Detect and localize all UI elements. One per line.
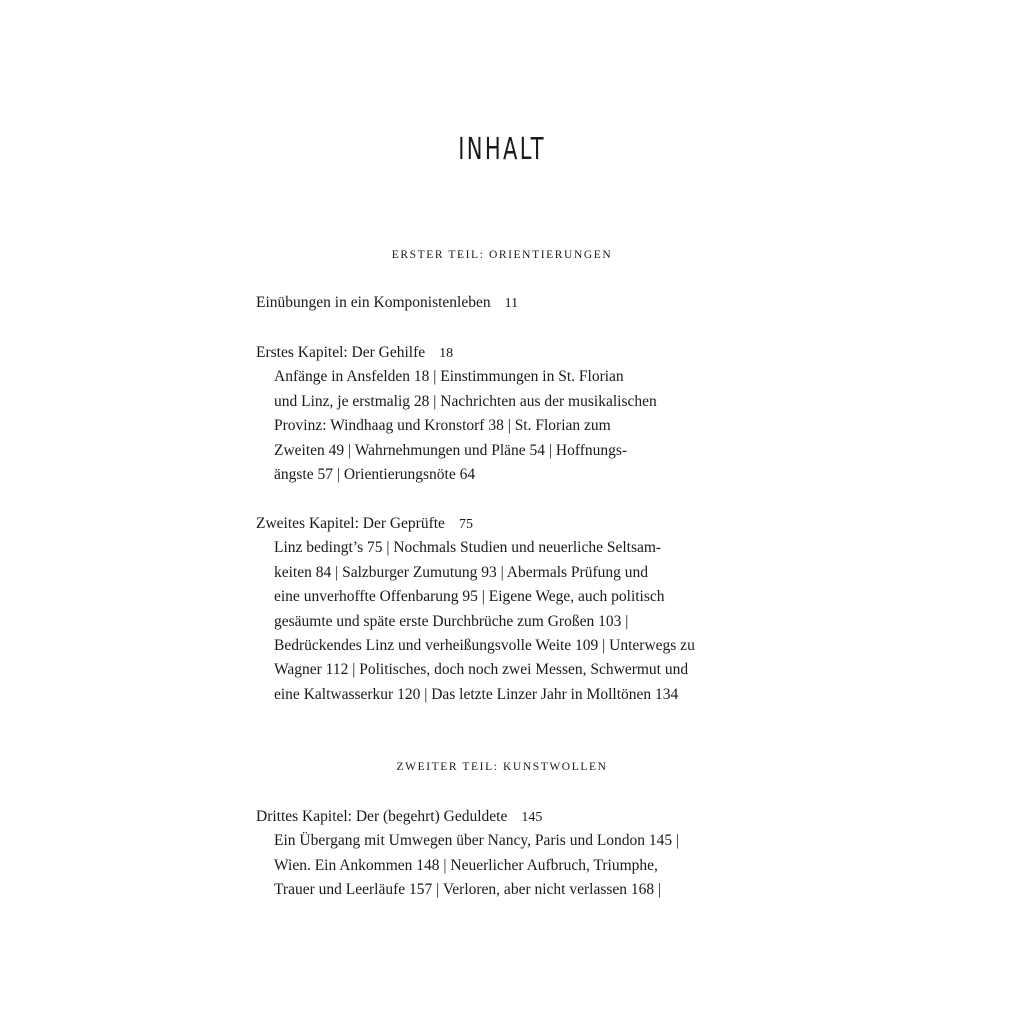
- subsection-line: Zweiten 49 | Wahrnehmungen und Pläne 54 | Hoffnungs-: [274, 441, 628, 459]
- chapter-title: Erstes Kapitel: Der Gehilfe: [256, 344, 426, 361]
- chapter-title: Drittes Kapitel: Der (begehrt) Geduldete: [256, 808, 508, 825]
- part-heading-1: ERSTER TEIL: ORIENTIERUNGEN: [391, 249, 613, 261]
- toc-entry-chapter-1: [256, 341, 756, 487]
- subsection-line: Wagner 112 | Politisches, doch noch zwei Messen, Schwermut und: [274, 661, 689, 679]
- toc-entry-chapter-2: [256, 512, 756, 707]
- subsection-line: Wien. Ein Ankommen 148 | Neuerlicher Aufbruch, Triumphe,: [274, 856, 658, 874]
- subsection-line: keiten 84 | Salzburger Zumutung 93 | Abermals Prüfung und: [274, 563, 648, 581]
- subsection-line: Linz bedingt’s 75 | Nochmals Studien und neuerliche Seltsam-: [274, 539, 662, 557]
- subsection-line: Trauer und Leerläufe 157 | Verloren, aber nicht verlassen 168 |: [274, 881, 662, 899]
- subsection-line: Anfänge in Ansfelden 18 | Einstimmungen in St. Florian: [274, 368, 624, 386]
- subsection-line: eine Kaltwasserkur 120 | Das letzte Linzer Jahr in Molltönen 134: [274, 685, 679, 703]
- entry-page-number: 11: [504, 296, 519, 311]
- page-title: INHALT: [458, 132, 546, 167]
- part-heading-2: ZWEITER TEIL: KUNSTWOLLEN: [396, 761, 608, 773]
- entry-label: Einübungen in ein Komponistenleben: [256, 294, 491, 311]
- subsection-line: ängste 57 | Orientierungsnöte 64: [274, 465, 476, 483]
- chapter-title: Zweites Kapitel: Der Geprüfte: [256, 515, 445, 532]
- chapter-page-number: 75: [458, 517, 473, 532]
- subsection-line: Bedrückendes Linz und verheißungsvolle Weite 109 | Unterwegs zu: [274, 636, 695, 654]
- toc-entry-intro: [256, 291, 756, 315]
- toc-entry-chapter-3: [256, 805, 756, 903]
- subsection-line: Provinz: Windhaag und Kronstorf 38 | St. Florian zum: [274, 417, 611, 435]
- chapter-page-number: 145: [521, 810, 543, 825]
- subsection-line: und Linz, je erstmalig 28 | Nachrichten aus der musikalischen: [274, 392, 657, 410]
- subsection-line: Ein Übergang mit Umwegen über Nancy, Paris und London 145 |: [274, 832, 680, 850]
- subsection-line: gesäumte und späte erste Durchbrüche zum Großen 103 |: [274, 612, 629, 630]
- chapter-page-number: 18: [439, 346, 454, 361]
- subsection-line: eine unverhoffte Offenbarung 95 | Eigene Wege, auch politisch: [274, 588, 665, 606]
